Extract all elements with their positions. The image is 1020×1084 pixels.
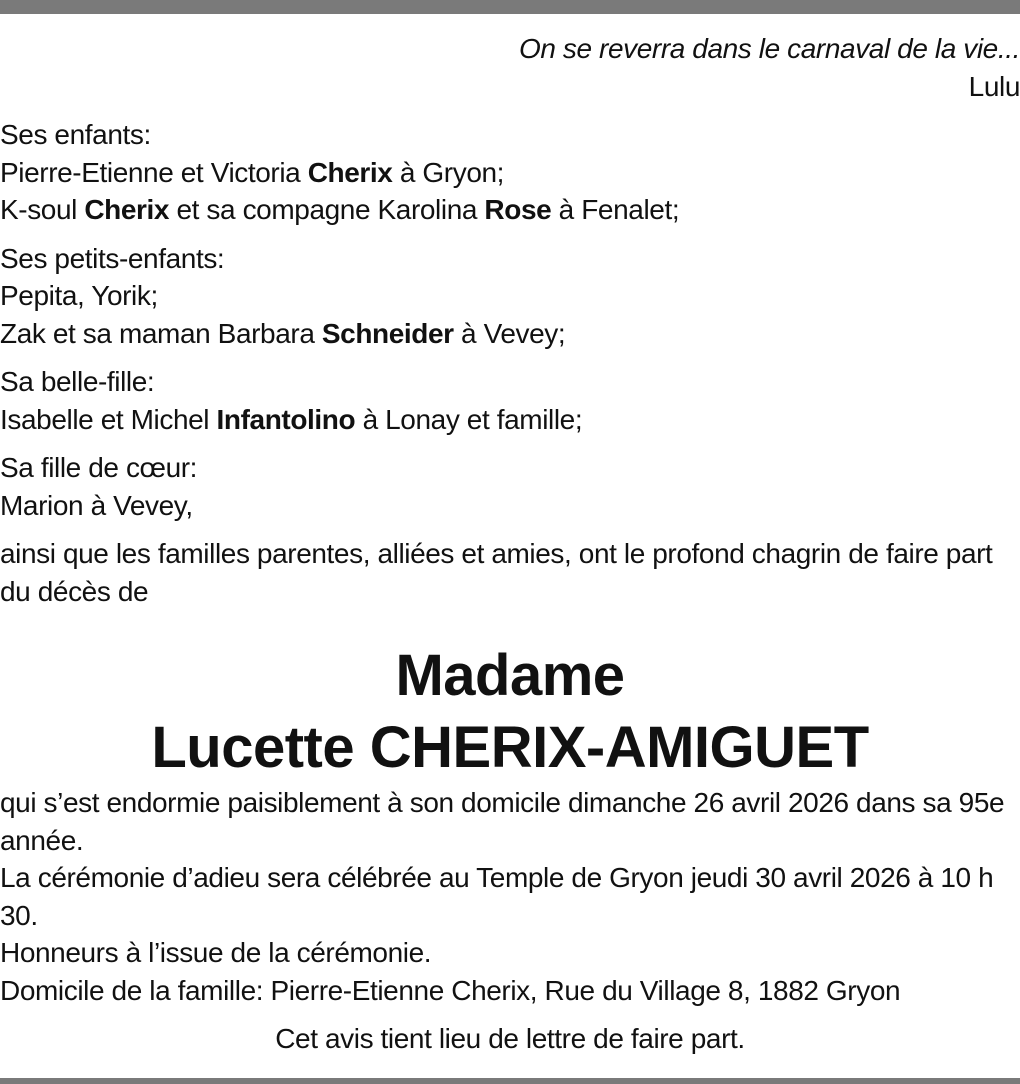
deceased-title <box>0 640 1020 784</box>
bottom-rule <box>0 1078 1020 1084</box>
text-segment: Zak et sa maman Barbara <box>0 317 322 349</box>
epigraph-author: Lulu <box>968 70 1020 102</box>
text-segment: à Gryon; <box>392 156 505 188</box>
top-rule <box>0 0 1020 14</box>
details-line-1: qui s’est endormie paisiblement à son domicile dimanche 26 avril 2026 dans sa 95e année. <box>0 787 1005 856</box>
announcement: ainsi que les familles parentes, alliées et amies, ont le profond chagrin de faire part du décès de <box>0 538 993 607</box>
ceremony-details <box>0 784 1020 1009</box>
closing-note: Cet avis tient lieu de lettre de faire part. <box>275 1023 745 1054</box>
surname: Infantolino <box>216 403 356 435</box>
child-line-2 <box>0 191 1020 229</box>
surname: Schneider <box>321 317 454 349</box>
text-segment: Pierre-Etienne et Victoria <box>0 156 308 188</box>
details-line-3: Honneurs à l’issue de la cérémonie. <box>0 937 432 968</box>
surname: Cherix <box>84 194 170 225</box>
text-segment: Isabelle et Michel <box>0 403 217 435</box>
deceased-name: Lucette CHERIX-AMIGUET <box>151 715 869 780</box>
grandchild-line-2 <box>0 315 1020 353</box>
text-segment: à Fenalet; <box>551 194 680 225</box>
daughter-in-law-heading: Sa belle-fille: <box>0 366 155 397</box>
deceased-salutation: Madame <box>395 643 625 708</box>
text-segment: à Vevey; <box>453 317 566 349</box>
details-line-4: Domicile de la famille: Pierre-Etienne Cherix, Rue du Village 8, 1882 Gryon <box>0 974 901 1006</box>
daughter-in-law-line <box>0 401 1020 439</box>
epigraph-quote: On se reverra dans le carnaval de la vie... <box>518 33 1020 64</box>
grandchildren-heading: Ses petits-enfants: <box>0 242 225 274</box>
children-section <box>0 116 1020 229</box>
heart-daughter-section <box>0 449 1020 524</box>
children-heading: Ses enfants: <box>0 119 151 150</box>
grandchild-line-1: Pepita, Yorik; <box>0 280 158 311</box>
heart-daughter-line: Marion à Vevey, <box>0 489 193 521</box>
child-line-1 <box>0 154 1020 192</box>
epigraph <box>0 30 1020 105</box>
text-segment: et sa compagne Karolina <box>169 194 485 225</box>
details-line-2: La cérémonie d’adieu sera célébrée au Temple de Gryon jeudi 30 avril 2026 à 10 h 30. <box>0 862 994 931</box>
text-segment: K-soul <box>0 194 85 225</box>
surname: Rose <box>484 194 552 225</box>
heart-daughter-heading: Sa fille de cœur: <box>0 452 198 483</box>
daughter-in-law-section <box>0 363 1020 438</box>
obituary-notice <box>0 30 1020 1058</box>
surname: Cherix <box>307 156 393 188</box>
grandchildren-section <box>0 240 1020 353</box>
text-segment: à Lonay et famille; <box>355 403 583 435</box>
